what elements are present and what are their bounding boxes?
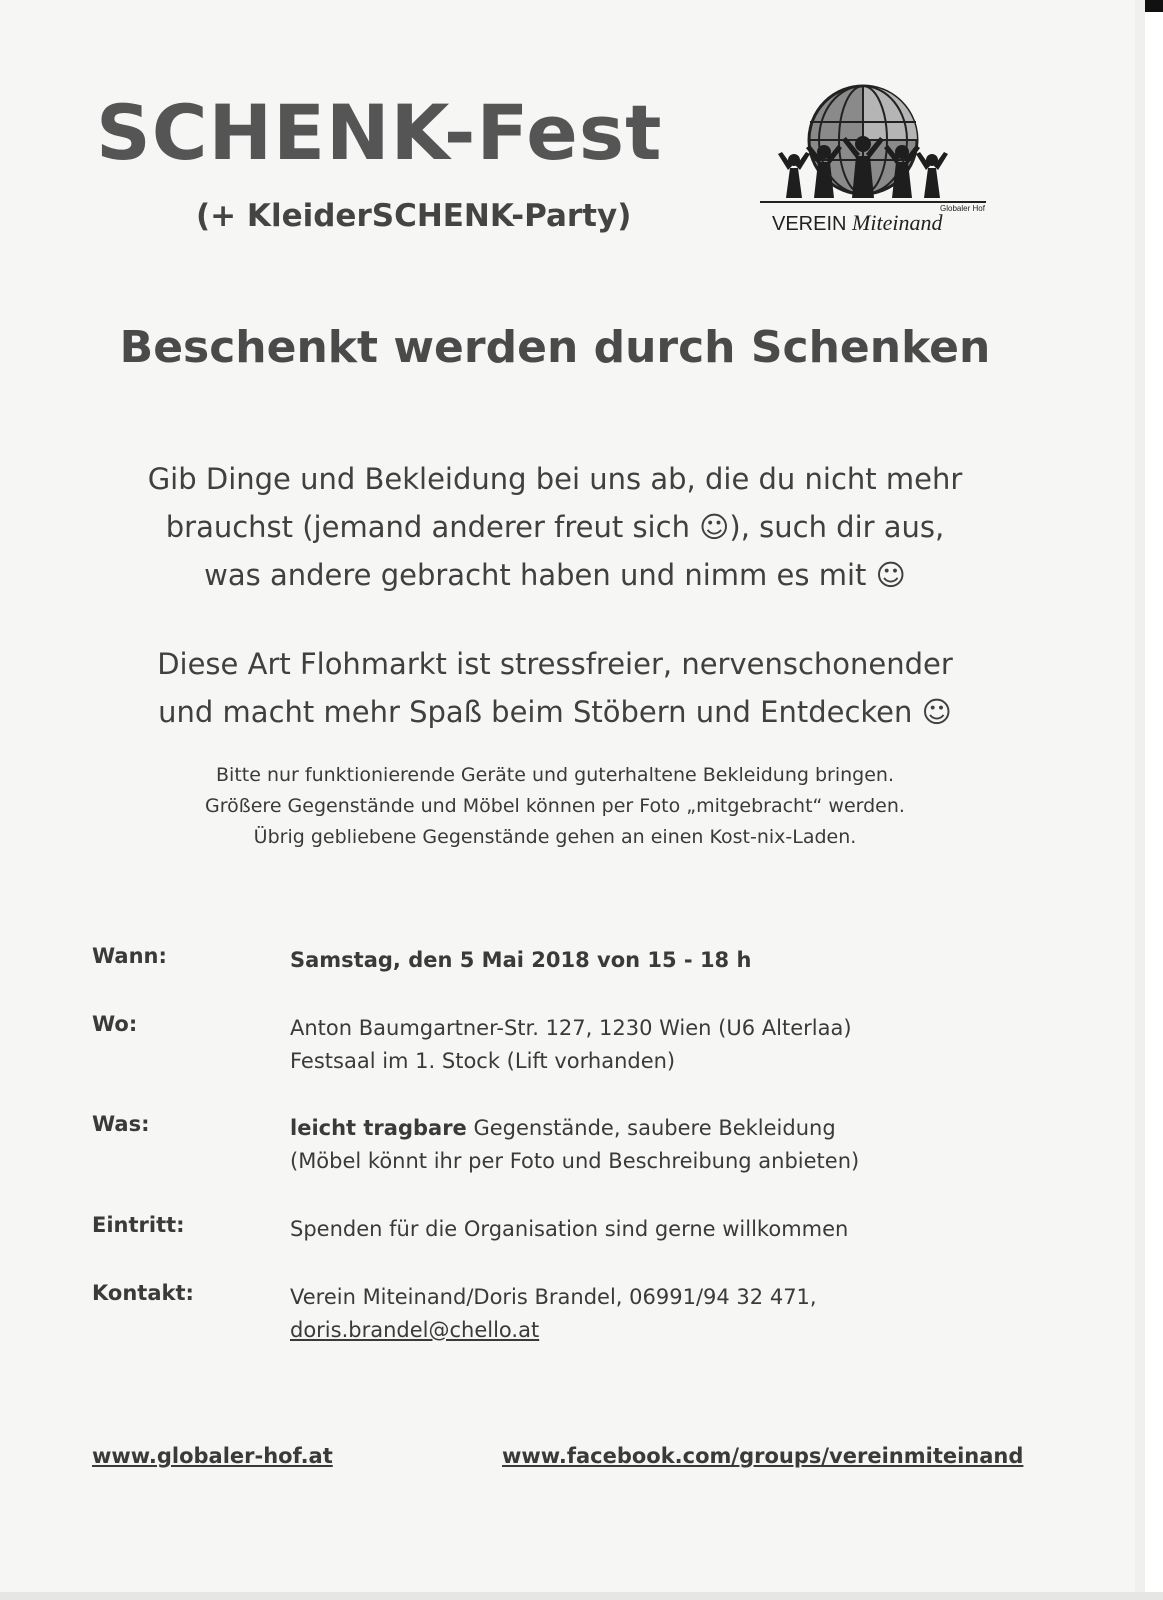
wann-label: Wann: (92, 944, 167, 968)
wo-address: Anton Baumgartner-Str. 127, 1230 Wien (U6 Alterlaa) (290, 1016, 852, 1040)
note-line: Größere Gegenstände und Möbel können per Foto „mitgebracht“ werden. (205, 795, 905, 817)
logo-globaler-hof-text: Globaler Hof (940, 204, 985, 213)
was-value (290, 1112, 1050, 1178)
website-link[interactable]: www.globaler-hof.at (92, 1444, 333, 1468)
logo-verein-text: VEREIN (772, 213, 847, 235)
page-edge (1135, 0, 1145, 1600)
page-subtitle: (+ KleiderSCHENK-Party) (196, 198, 632, 234)
note-line: Übrig gebliebene Gegenstände gehen an einen Kost-nix-Laden. (253, 826, 857, 848)
wo-value (290, 1012, 1050, 1078)
was-label: Was: (92, 1112, 150, 1136)
globe-people-icon (760, 82, 1010, 212)
intro-line: was andere gebracht haben und nimm es mit ☺ (204, 558, 906, 592)
note-line: Bitte nur funktionierende Geräte und guterhaltene Bekleidung bringen. (216, 764, 894, 786)
intro-paragraph (0, 455, 1110, 599)
scan-corner-mark (1145, 0, 1163, 12)
kontakt-name-phone: Verein Miteinand/Doris Brandel, 06991/94 32 471, (290, 1285, 817, 1309)
kontakt-label: Kontakt: (92, 1281, 194, 1305)
logo-miteinand-text: Miteinand (852, 210, 943, 235)
was-bold-text: leicht tragbare (290, 1116, 467, 1140)
was-rest-text: Gegenstände, saubere Bekleidung (466, 1116, 836, 1140)
verein-miteinand-logo (760, 82, 1010, 242)
intro-line: brauchst (jemand anderer freut sich ☺), such dir aus, (165, 510, 945, 544)
flohmarkt-line: und macht mehr Spaß beim Stöbern und Entdecken ☺ (158, 695, 952, 729)
eintritt-value: Spenden für die Organisation sind gerne willkommen (290, 1217, 849, 1241)
flohmarkt-line: Diese Art Flohmarkt ist stressfreier, nervenschonender (157, 647, 953, 681)
scan-bottom-edge (0, 1592, 1163, 1600)
wo-room: Festsaal im 1. Stock (Lift vorhanden) (290, 1049, 676, 1073)
was-line (290, 1112, 1050, 1145)
was-furniture-note: (Möbel könnt ihr per Foto und Beschreibung anbieten) (290, 1149, 860, 1173)
intro-line: Gib Dinge und Bekleidung bei uns ab, die du nicht mehr (147, 462, 963, 496)
facebook-link[interactable]: www.facebook.com/groups/vereinmiteinand (502, 1444, 1024, 1468)
wo-label: Wo: (92, 1012, 138, 1036)
flohmarkt-paragraph (0, 640, 1110, 736)
logo-wordmark (772, 204, 1012, 240)
notes-block (0, 760, 1110, 853)
page-title: SCHENK-Fest (96, 88, 663, 177)
kontakt-value (290, 1281, 1050, 1347)
eintritt-label: Eintritt: (92, 1213, 185, 1237)
wann-value: Samstag, den 5 Mai 2018 von 15 - 18 h (290, 948, 752, 972)
headline: Beschenkt werden durch Schenken (119, 322, 991, 373)
kontakt-email-link[interactable]: doris.brandel@chello.at (290, 1318, 540, 1342)
